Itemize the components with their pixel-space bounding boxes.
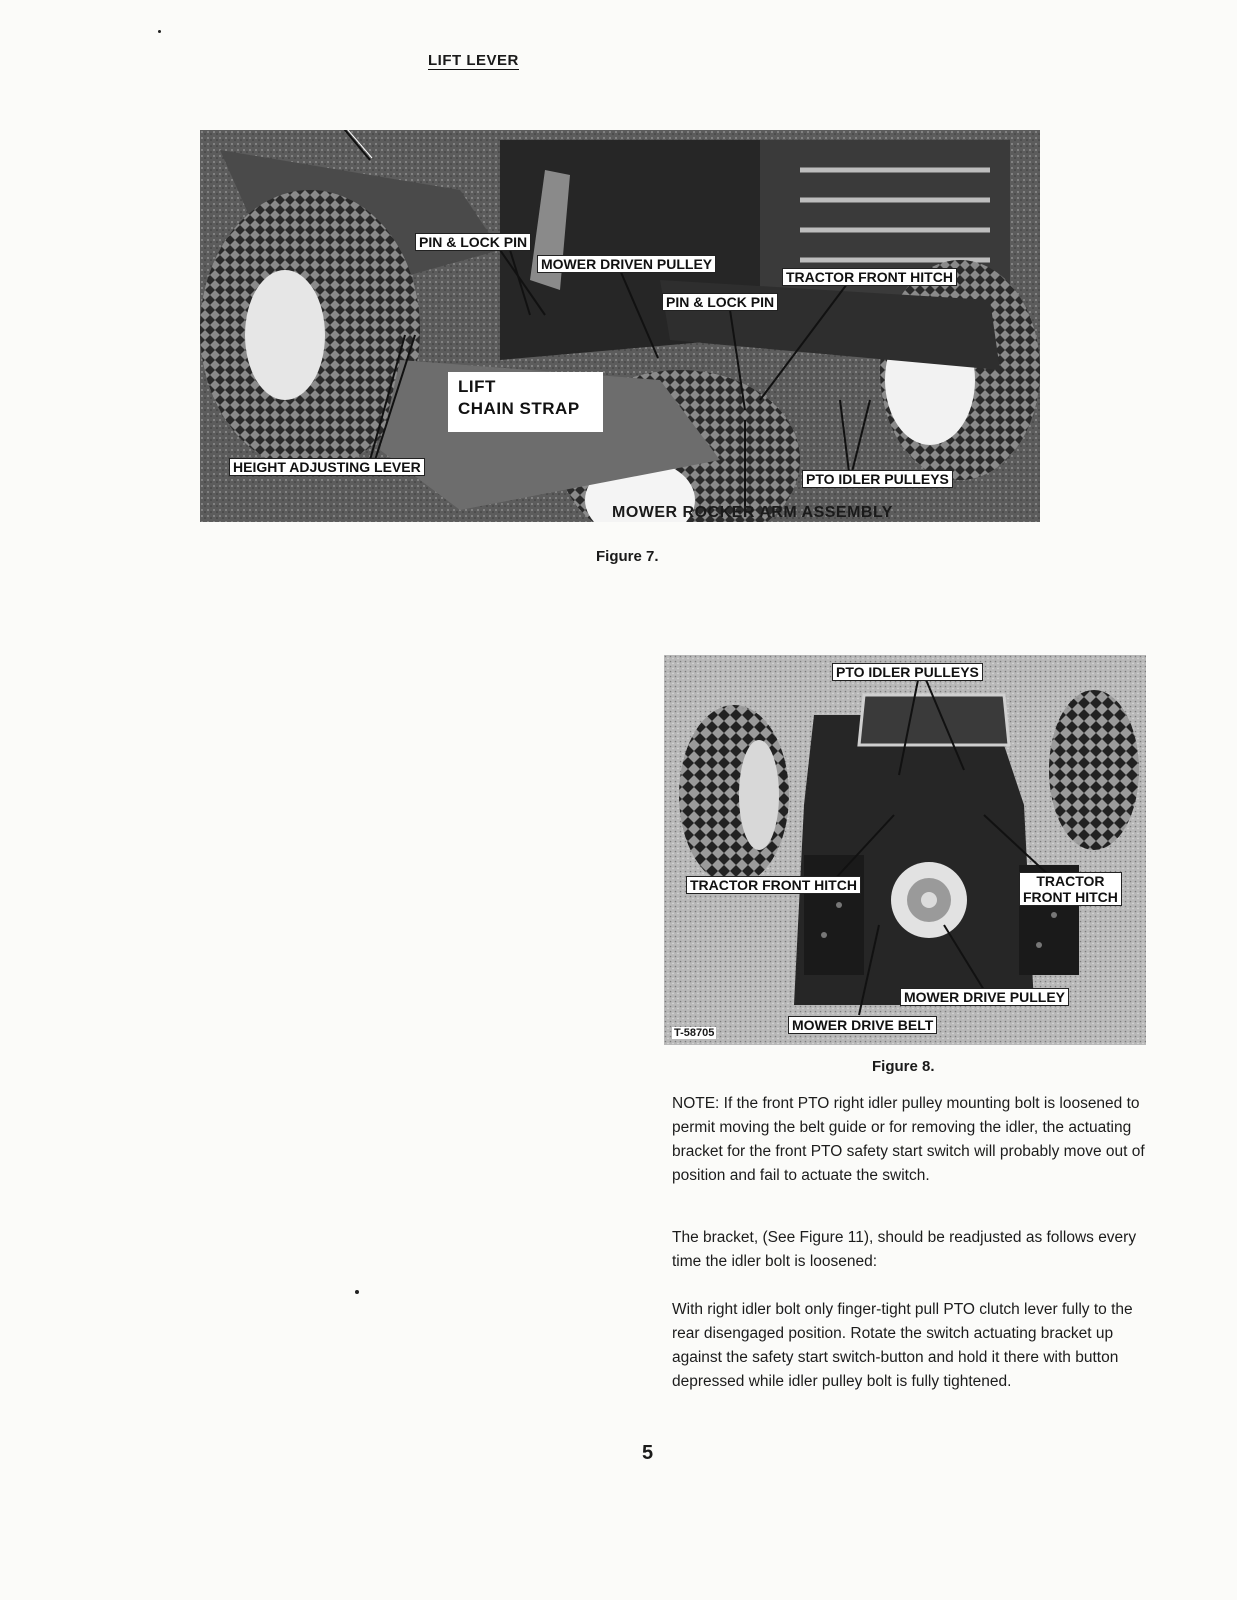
page-number: 5 <box>642 1442 654 1464</box>
figure-7-photo <box>200 130 1040 522</box>
label-lift-lever: LIFT LEVER <box>428 52 519 69</box>
label-pin-lock-pin-2: PIN & LOCK PIN <box>662 293 778 311</box>
label-tractor-front-hitch-right-line2: FRONT HITCH <box>1023 889 1118 905</box>
label-pto-idler-pulleys-8: PTO IDLER PULLEYS <box>832 663 983 681</box>
label-tractor-front-hitch-left: TRACTOR FRONT HITCH <box>686 876 861 894</box>
label-mower-driven-pulley: MOWER DRIVEN PULLEY <box>537 255 716 273</box>
label-mower-rocker-arm-assembly: MOWER ROCKER ARM ASSEMBLY <box>612 504 893 521</box>
note-paragraph: NOTE: If the front PTO right idler pulley mounting bolt is loosened to permit moving the belt guide or for removing the idler, the actuating bracket for the front PTO safety start switch will probably move out of position and fail to actuate the switch. <box>672 1095 1145 1184</box>
label-lift-chain-strap-line1: LIFT <box>458 377 496 396</box>
figure-8-code: T-58705 <box>674 1027 715 1039</box>
label-mower-drive-belt: MOWER DRIVE BELT <box>788 1016 937 1034</box>
figure-8-drawing <box>664 655 1146 1045</box>
figure-8-caption: Figure 8. <box>872 1058 935 1075</box>
figure-7-caption: Figure 7. <box>596 548 659 565</box>
bracket-paragraph: The bracket, (See Figure 11), should be readjusted as follows every time the idler bolt is loosened: <box>672 1229 1137 1270</box>
scan-speck <box>355 1290 359 1294</box>
label-tractor-front-hitch: TRACTOR FRONT HITCH <box>782 268 957 286</box>
label-pin-lock-pin-1: PIN & LOCK PIN <box>415 233 531 251</box>
label-lift-chain-strap <box>448 372 603 432</box>
label-lift-chain-strap-line2: CHAIN STRAP <box>458 399 580 418</box>
label-mower-drive-pulley: MOWER DRIVE PULLEY <box>900 988 1069 1006</box>
label-tractor-front-hitch-right <box>1019 872 1122 906</box>
label-tractor-front-hitch-right-line1: TRACTOR <box>1036 873 1105 889</box>
label-pto-idler-pulleys-7: PTO IDLER PULLEYS <box>802 470 953 488</box>
label-height-adjusting-lever: HEIGHT ADJUSTING LEVER <box>229 458 425 476</box>
scan-speck <box>158 30 161 33</box>
figure-8-photo <box>664 655 1146 1045</box>
procedure-paragraph: With right idler bolt only finger-tight pull PTO clutch lever fully to the rear disengaged position. Rotate the switch actuating bracket up against the safety start switch-button and hold it there with button depressed while idler pulley bolt is fully tightened. <box>672 1301 1133 1390</box>
